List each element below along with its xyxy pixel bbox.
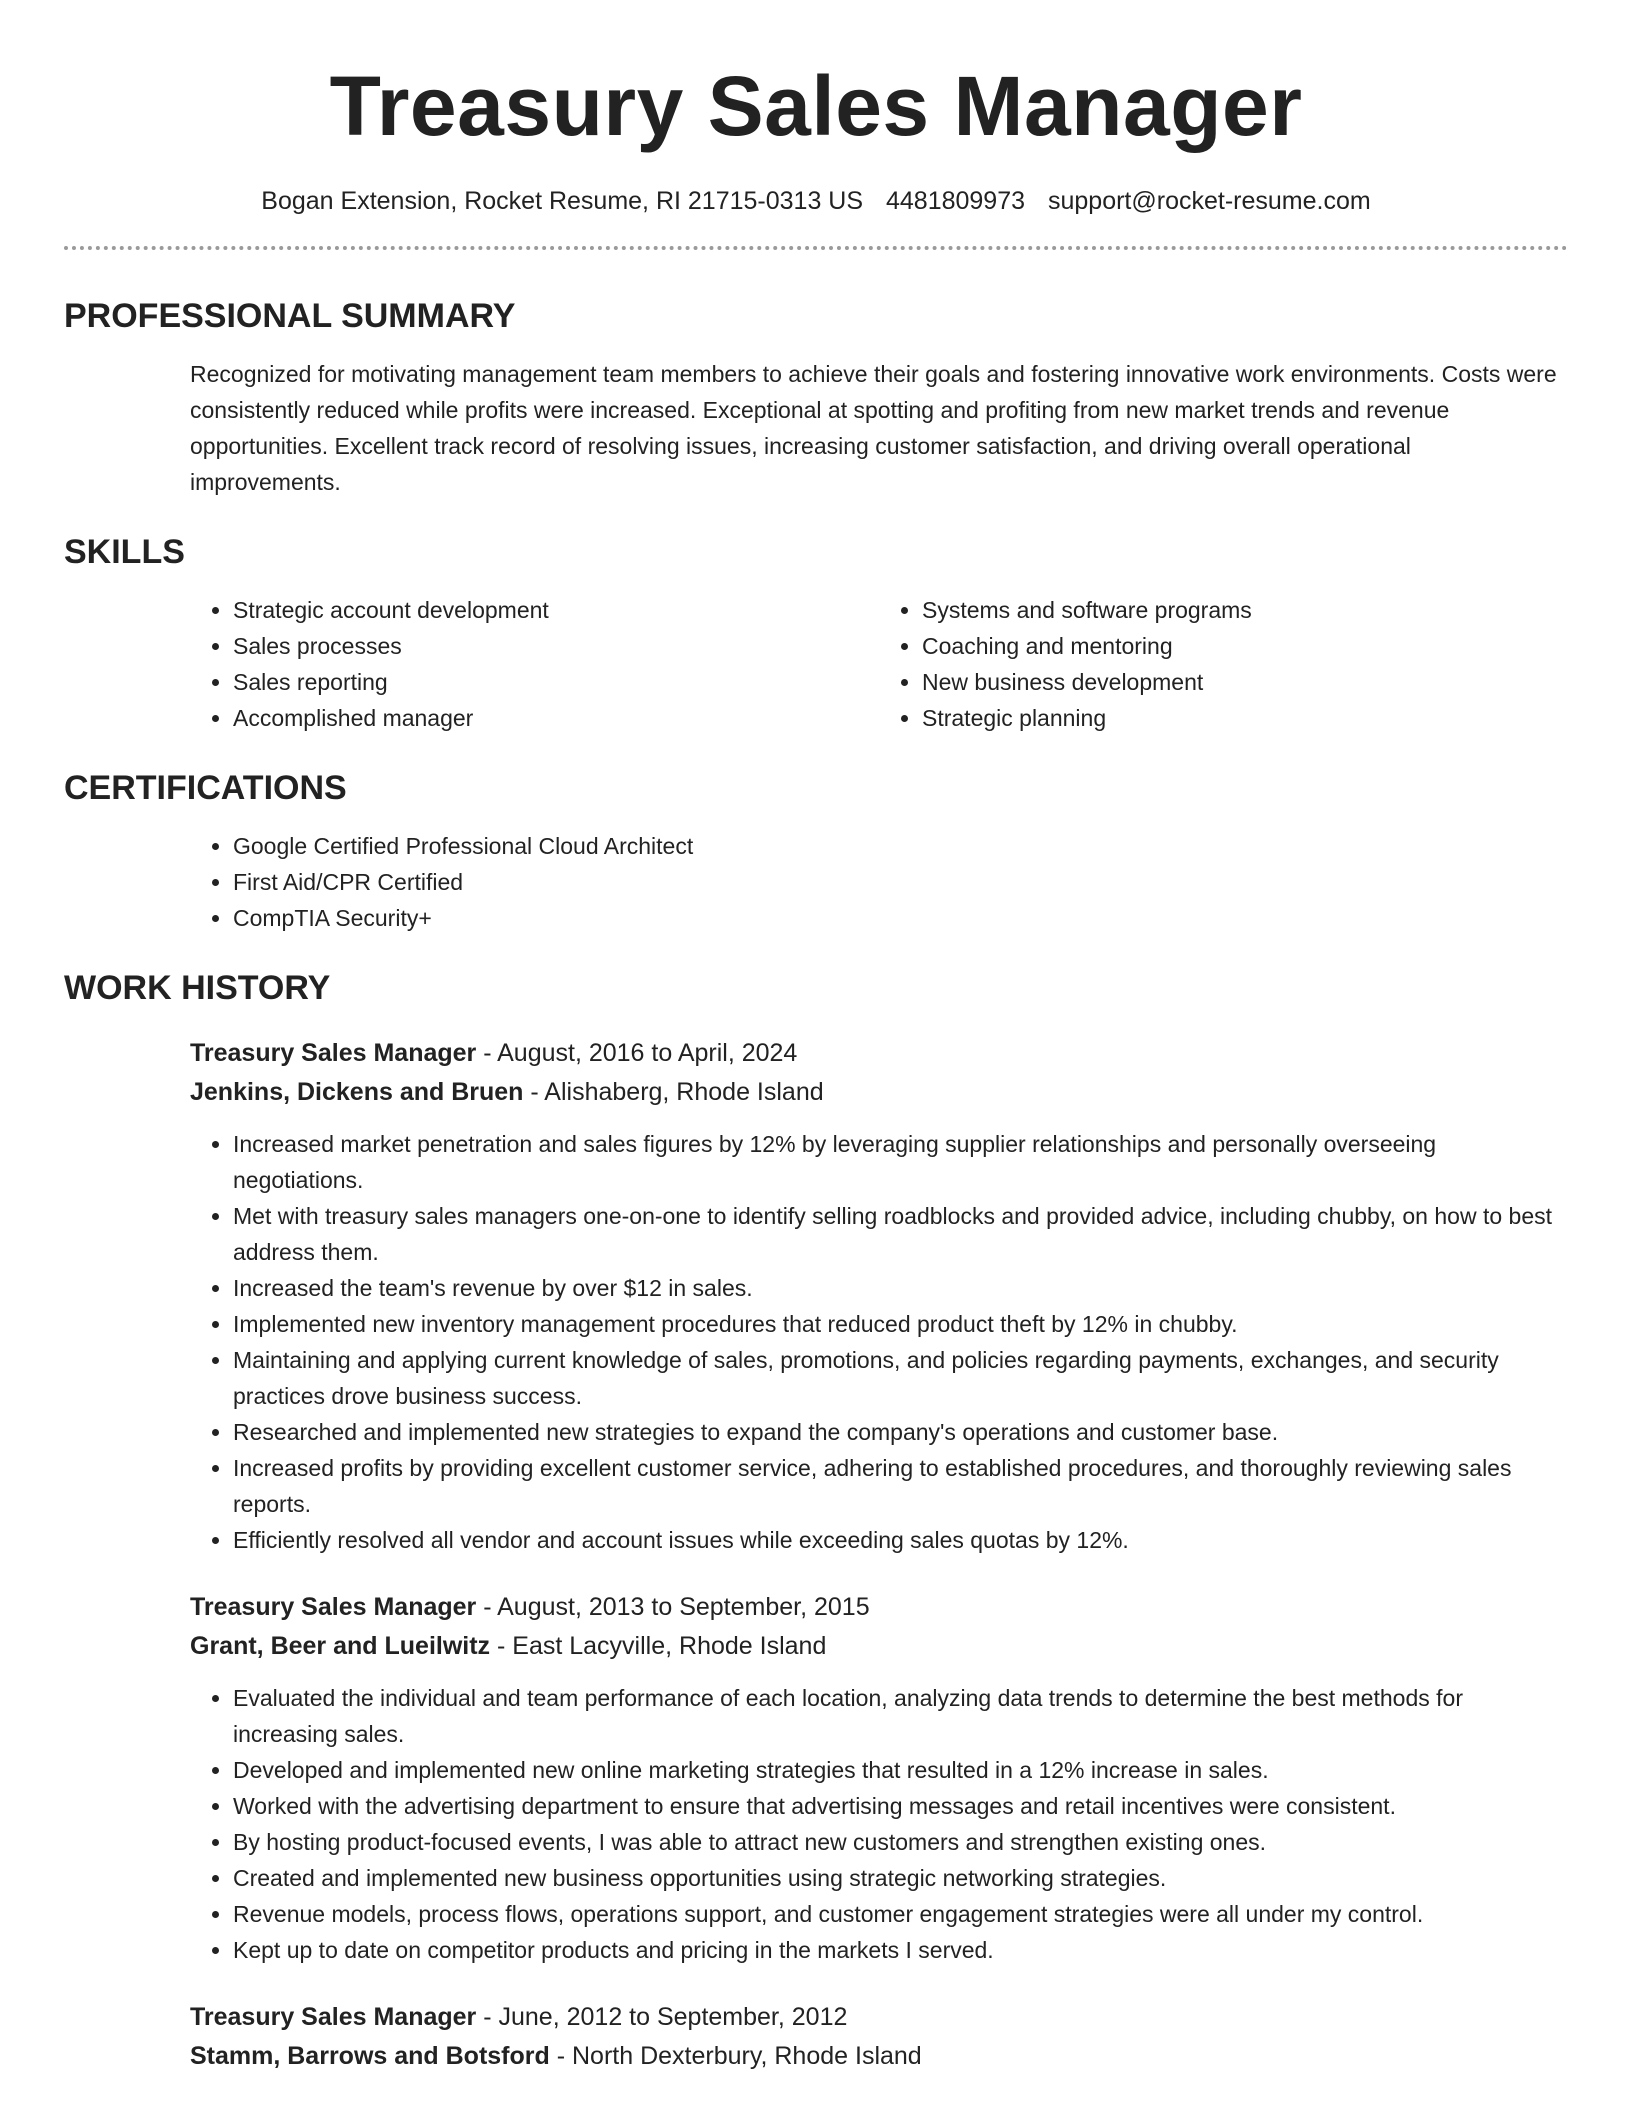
list-item: • Systems and software programs <box>922 592 1568 628</box>
list-item: • Sales reporting <box>233 664 879 700</box>
list-item: • Accomplished manager <box>233 700 879 736</box>
list-item: • Strategic planning <box>922 700 1568 736</box>
job-dates: - June, 2012 to September, 2012 <box>476 2003 848 2031</box>
list-item: • Increased the team's revenue by over $12 in sales. <box>233 1270 1568 1306</box>
skills-list <box>190 592 1568 736</box>
contact-line <box>64 186 1568 216</box>
list-item: • Efficiently resolved all vendor and account issues while exceeding sales quotas by 12%. <box>233 1522 1568 1558</box>
job-location: - Alishaberg, Rhode Island <box>523 1078 824 1106</box>
summary-section <box>190 356 1568 500</box>
certifications-section <box>190 828 1568 936</box>
contact-email[interactable]: support@rocket-resume.com <box>1047 187 1371 215</box>
list-item: • Sales processes <box>233 628 879 664</box>
job-company: Jenkins, Dickens and Bruen <box>190 1078 524 1106</box>
list-item: • Created and implemented new business opportunities using strategic networking strategies. <box>233 1860 1568 1896</box>
list-item: • Increased profits by providing excellent customer service, adhering to established procedures, and thoroughly reviewing sales reports. <box>233 1450 1568 1522</box>
work-history-heading: WORK HISTORY <box>64 969 331 1007</box>
list-item: • Developed and implemented new online marketing strategies that resulted in a 12% increase in sales. <box>233 1752 1568 1788</box>
list-item: • Met with treasury sales managers one-on-one to identify selling roadblocks and provided advice, including chubby, on how to best address them. <box>233 1198 1568 1270</box>
job-entry <box>190 1034 1568 1558</box>
list-item: • Revenue models, process flows, operations support, and customer engagement strategies were all under my control. <box>233 1896 1568 1932</box>
certifications-list <box>190 828 1568 936</box>
job-title: Treasury Sales Manager <box>190 1593 477 1621</box>
job-title: Treasury Sales Manager <box>190 2003 477 2031</box>
job-bullets <box>190 1680 1568 1968</box>
list-item: • New business development <box>922 664 1568 700</box>
job-dates: - August, 2013 to September, 2015 <box>476 1593 870 1621</box>
summary-heading: PROFESSIONAL SUMMARY <box>64 297 516 335</box>
list-item: • Google Certified Professional Cloud Architect <box>233 828 1568 864</box>
list-item: • Worked with the advertising department to ensure that advertising messages and retail incentives were consistent. <box>233 1788 1568 1824</box>
job-company: Grant, Beer and Lueilwitz <box>190 1632 491 1660</box>
job-title-line <box>190 1034 1568 1073</box>
list-item: • Coaching and mentoring <box>922 628 1568 664</box>
list-item: • Implemented new inventory management procedures that reduced product theft by 12% in chubby. <box>233 1306 1568 1342</box>
job-title-line <box>190 1588 1568 1627</box>
resume-title: Treasury Sales Manager <box>329 59 1303 153</box>
list-item: • Evaluated the individual and team performance of each location, analyzing data trends to determine the best methods for increasing sales. <box>233 1680 1568 1752</box>
list-item: • By hosting product-focused events, I was able to attract new customers and strengthen existing ones. <box>233 1824 1568 1860</box>
list-item: • Researched and implemented new strategies to expand the company's operations and customer base. <box>233 1414 1568 1450</box>
job-title: Treasury Sales Manager <box>190 1039 477 1067</box>
certifications-heading: CERTIFICATIONS <box>64 769 347 807</box>
job-title-line <box>190 1998 1568 2037</box>
skills-column-left <box>190 592 879 736</box>
skills-column-right <box>879 592 1568 736</box>
job-entry <box>190 1588 1568 1968</box>
job-company-line <box>190 1073 1568 1112</box>
list-item: • Kept up to date on competitor products and pricing in the markets I served. <box>233 1932 1568 1968</box>
contact-address: Bogan Extension, Rocket Resume, RI 21715-0313 US <box>261 187 864 215</box>
list-item: • Increased market penetration and sales figures by 12% by leveraging supplier relationships and personally overseeing negotiations. <box>233 1126 1568 1198</box>
job-company-line <box>190 1627 1568 1666</box>
job-dates: - August, 2016 to April, 2024 <box>476 1039 798 1067</box>
header-divider <box>64 246 1568 250</box>
list-item: • Maintaining and applying current knowledge of sales, promotions, and policies regarding payments, exchanges, and security practices drove business success. <box>233 1342 1568 1414</box>
summary-text: Recognized for motivating management team members to achieve their goals and fostering innovative work environments. Costs were consistently reduced while profits were increased. Exceptional at spotting and profiting from new market trends and revenue opportunities. Excellent track record of resolving issues, increasing customer satisfaction, and driving overall operational improvements. <box>190 361 1557 495</box>
job-bullets <box>190 1126 1568 1558</box>
resume-page <box>64 0 1568 2076</box>
job-location: - North Dexterbury, Rhode Island <box>549 2042 922 2070</box>
list-item: • First Aid/CPR Certified <box>233 864 1568 900</box>
job-location: - East Lacyville, Rhode Island <box>490 1632 827 1660</box>
list-item: • Strategic account development <box>233 592 879 628</box>
job-entry <box>190 1998 1568 2076</box>
list-item: • CompTIA Security+ <box>233 900 1568 936</box>
skills-heading: SKILLS <box>64 533 185 571</box>
job-company: Stamm, Barrows and Botsford <box>190 2042 550 2070</box>
contact-phone: 4481809973 <box>885 187 1026 215</box>
job-company-line <box>190 2037 1568 2076</box>
